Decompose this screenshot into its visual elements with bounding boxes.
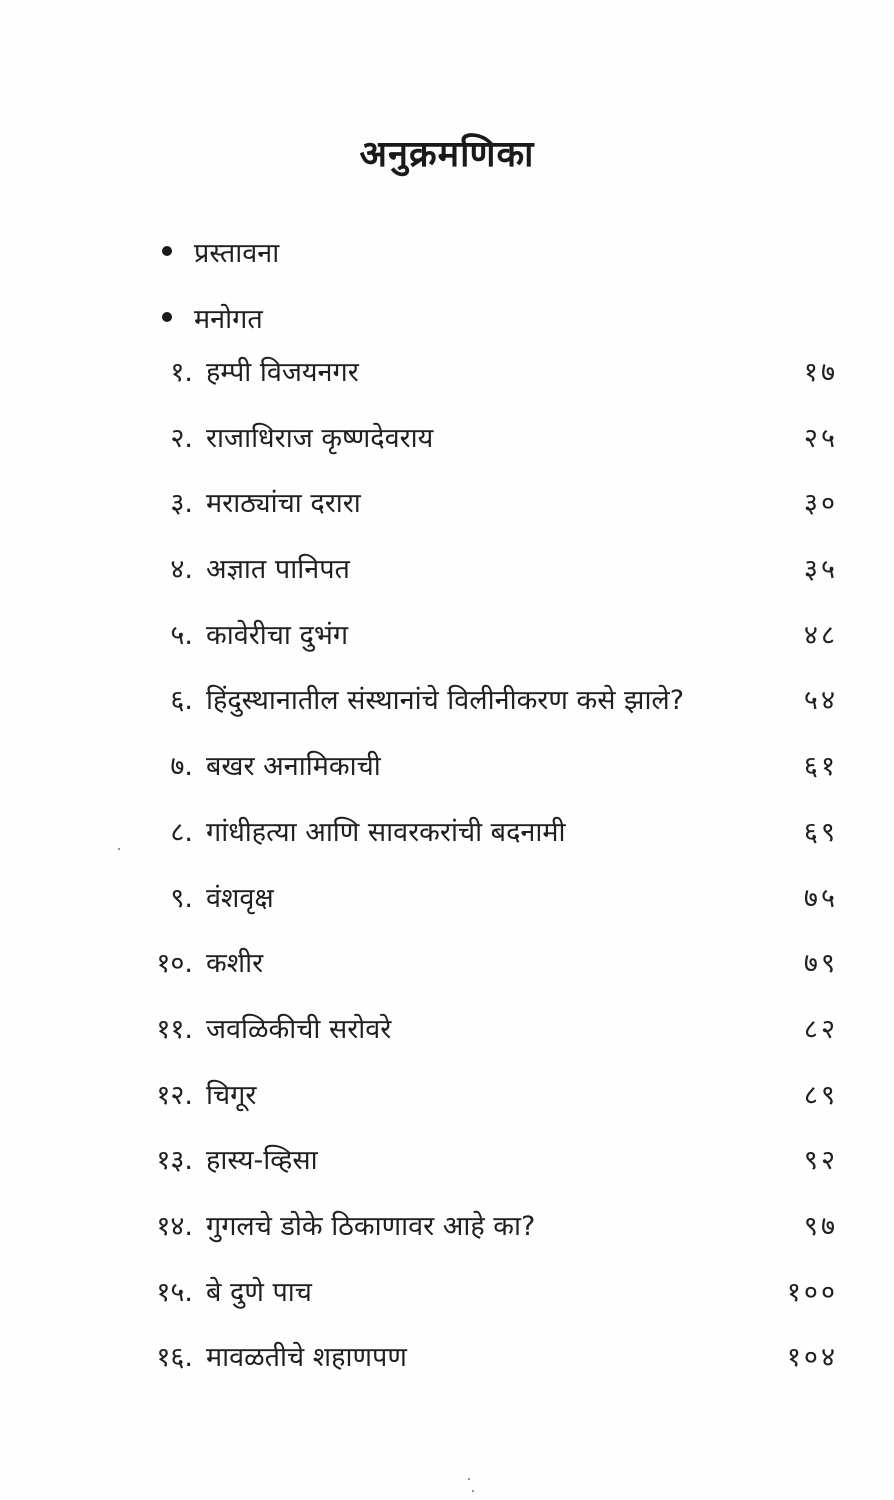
toc-entry [0,603,894,669]
toc-entry [0,997,894,1063]
toc-entry-title: जवळिकीची सरोवरे [206,1013,392,1045]
toc-entry-page: ७९ [803,948,838,980]
toc-entry-title: अज्ञात पानिपत [206,554,350,586]
toc-entry-number: २. [170,422,193,454]
toc-entry-page: ७५ [803,882,838,914]
front-matter-label: प्रस्तावना [194,237,280,269]
toc-entry [0,1063,894,1129]
toc-entry-page: ९२ [803,1145,838,1177]
toc-entry-number: ७. [170,751,193,783]
toc-entry [0,1325,894,1391]
paper-speck [468,1478,470,1480]
toc-entry [0,800,894,866]
toc-entry-page: ६१ [803,751,838,783]
toc-entry-page: ३५ [803,554,838,586]
toc-entry-title: चिगूर [206,1079,257,1111]
toc-entry-title: कशीर [206,948,264,980]
toc-entry [0,340,894,406]
toc-entry-title: गुगलचे डोके ठिकाणावर आहे का? [206,1210,536,1242]
toc-entry-number: ६. [170,685,193,717]
toc-entry-title: बे दुणे पाच [206,1276,312,1308]
toc-entry-title: वंशवृक्ष [206,882,274,914]
bullet-icon [162,246,172,256]
toc-entry-number: १५. [156,1276,193,1308]
paper-speck [118,848,120,850]
front-matter-item [158,218,718,284]
toc-entry-page: ३० [803,488,838,520]
toc-entry-page: ५४ [803,685,838,717]
toc-entry [0,537,894,603]
page-title: अनुक्रमणिका [359,134,535,175]
toc-entry [0,1194,894,1260]
toc-entry-number: १२. [156,1079,193,1111]
toc-entry-number: १६. [156,1342,193,1374]
toc-entry [0,866,894,932]
toc-entry-page: ९७ [803,1210,838,1242]
toc-entry [0,406,894,472]
toc-entry-title: हम्पी विजयनगर [206,357,359,388]
toc-entry-page: ८२ [803,1013,838,1045]
toc-entry-number: १४. [156,1210,193,1242]
toc-entry-title: मराठ्यांचा दरारा [206,488,361,520]
front-matter-label: मनोगत [194,303,263,335]
toc-entry-number: ४. [170,554,193,586]
toc-entry-number: १३. [156,1145,193,1177]
toc-entry-number: १०. [156,948,193,980]
toc-entry [0,471,894,537]
toc-entry-title: गांधीहत्या आणि सावरकरांची बदनामी [206,816,566,848]
toc-entry [0,1128,894,1194]
toc-entry-page: १०४ [786,1342,838,1374]
toc-entry [0,931,894,997]
toc-entry-page: २५ [803,422,838,454]
toc-entry-title: मावळतीचे शहाणपण [206,1342,407,1374]
toc-entry-page: १७ [803,357,838,388]
toc-entry-title: बखर अनामिकाची [206,751,381,783]
toc-entry-title: कावेरीचा दुभंग [206,619,349,651]
toc-entry-page: ४८ [803,619,838,651]
toc-entry-page: ६९ [803,816,838,848]
toc-entry-number: ५. [170,619,193,651]
toc-entry [0,1260,894,1326]
front-matter-list [158,218,718,350]
toc-entry-number: ११. [156,1013,193,1045]
table-of-contents [0,340,894,1391]
toc-entry-number: ८. [170,816,193,848]
toc-entry-title: हिंदुस्थानातील संस्थानांचे विलीनीकरण कसे झाले? [206,685,685,717]
toc-entry-number: ९. [170,882,193,914]
toc-entry-title: हास्य-व्हिसा [206,1145,318,1177]
toc-entry [0,734,894,800]
toc-entry-page: १०० [786,1276,838,1308]
toc-entry [0,668,894,734]
toc-entry-number: ३. [170,488,193,520]
toc-entry-page: ८९ [803,1079,838,1111]
paper-speck [472,1490,474,1492]
toc-entry-number: १. [170,357,193,388]
bullet-icon [162,312,172,322]
toc-entry-title: राजाधिराज कृष्णदेवराय [206,422,434,454]
